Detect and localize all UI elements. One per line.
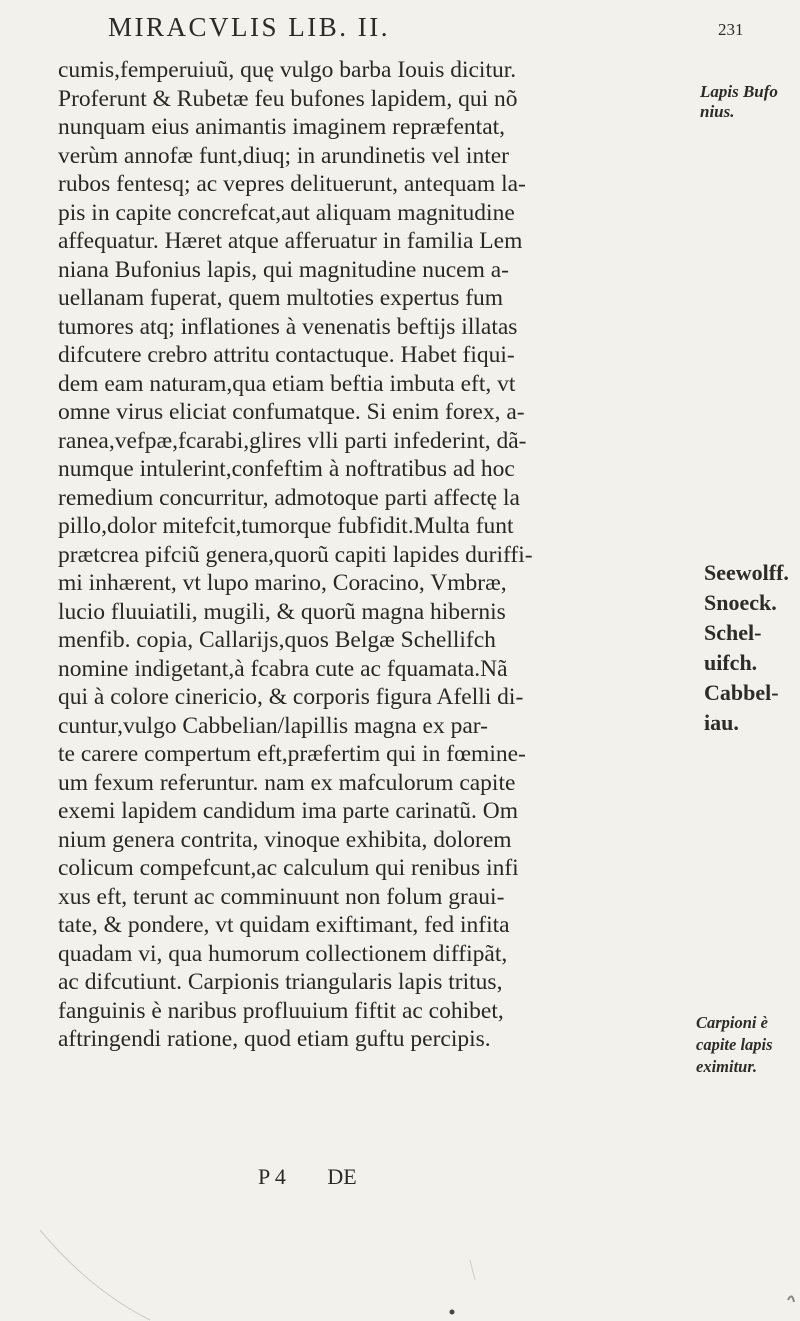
text-line: aftringendi ratione, quod etiam guftu percipis. xyxy=(58,1026,491,1052)
text-line: prætcrea pifciũ genera,quorũ capiti lapides duriffi- xyxy=(58,541,533,568)
text-line: mi inhærent, vt lupo marino, Coracino, Vmbræ, xyxy=(58,570,507,596)
text-line: niana Bufonius lapis, qui magnitudine nucem a- xyxy=(58,256,509,283)
text-line: pillo,dolor mitefcit,tumorque fubfidit.Multa funt xyxy=(58,513,514,539)
marginal-line: uifch. xyxy=(704,650,758,675)
catchword: DE xyxy=(327,1164,357,1189)
text-line: dem eam naturam,qua etiam beftia imbuta eft, vt xyxy=(58,370,516,397)
marginal-line: Snoeck. xyxy=(704,590,777,615)
text-line: quadam vi, qua humorum collectionem diffipãt, xyxy=(58,940,508,967)
marginal-note-carpio xyxy=(696,1012,800,1078)
text-line: Proferunt & Rubetæ feu bufones lapidem, qui nõ xyxy=(58,85,518,112)
marginal-line: Cabbel- xyxy=(704,680,779,705)
text-line: lucio fluuiatili, mugili, & quorũ magna hibernis xyxy=(58,598,506,625)
page-number: 231 xyxy=(718,20,744,39)
text-line: cuntur,vulgo Cabbelian/lapillis magna ex par- xyxy=(58,712,488,739)
text-line: colicum compefcunt,ac calculum qui renibus infi xyxy=(58,855,519,881)
text-line: affequatur. Hæret atque afferuatur in familia Lem xyxy=(58,228,523,254)
marginal-line: Seewolff. xyxy=(704,560,789,585)
text-line: um fexum referuntur. nam ex mafculorum capite xyxy=(58,769,516,796)
marginal-line: nius. xyxy=(700,102,735,121)
marginal-line: iau. xyxy=(704,710,739,735)
text-line: exemi lapidem candidum ima parte carinatũ. Om xyxy=(58,798,519,824)
text-line: fanguinis è naribus profluuium fiftit ac cohibet, xyxy=(58,997,504,1024)
text-line: nium genera contrita, vinoque exhibita, dolorem xyxy=(58,826,512,853)
marginal-note-fish-names xyxy=(704,558,800,738)
text-line: qui à colore cinericio, & corporis figura Afelli di- xyxy=(58,684,524,710)
text-line: tumores atq; inflationes à venenatis beftijs illatas xyxy=(58,313,518,340)
text-line: nomine indigetant,à fcabra cute ac fquamata.Nã xyxy=(58,655,508,682)
marginal-line: capite lapis xyxy=(696,1035,773,1054)
running-title: MIRACVLIS LIB. II. xyxy=(108,12,390,42)
text-line: numque intulerint,confeftim à noftratibus ad hoc xyxy=(58,456,515,482)
text-line: menfib. copia, Callarijs,quos Belgæ Schellifch xyxy=(58,627,496,653)
marginal-line: Lapis Bufo xyxy=(700,82,778,101)
text-line: uellanam fuperat, quem multoties expertus fum xyxy=(58,285,504,311)
marginal-line: Carpioni è xyxy=(696,1013,768,1032)
text-line: xus eft, terunt ac comminuunt non folum graui- xyxy=(58,883,505,910)
text-line: te carere compertum eft,præfertim qui in fœmine- xyxy=(58,741,526,767)
text-line: ranea,vefpæ,fcarabi,glires vlli parti infederint, dã- xyxy=(58,427,527,454)
text-line: difcutere crebro attritu contactuque. Habet fiqui- xyxy=(58,342,515,368)
marginal-note-lapis-bufonius xyxy=(700,82,800,122)
signature-mark: P 4 xyxy=(258,1164,286,1189)
marginal-line: Schel- xyxy=(704,620,762,645)
marginal-line: eximitur. xyxy=(696,1057,757,1076)
text-line: cumis,femperuiuũ, quę vulgo barba Iouis dicitur. xyxy=(58,57,517,83)
main-text-block xyxy=(58,56,718,1054)
text-line: pis in capite concrefcat,aut aliquam magnitudine xyxy=(58,199,515,226)
paper-texture-marks xyxy=(0,1170,800,1321)
text-line: nunquam eius animantis imaginem repræfentat, xyxy=(58,114,506,140)
text-line: tate, & pondere, vt quidam exiftimant, fed infita xyxy=(58,912,510,938)
text-line: remedium concurritur, admotoque parti affectę la xyxy=(58,484,520,511)
text-line: ac difcutiunt. Carpionis triangularis lapis tritus, xyxy=(58,969,503,995)
text-line: verùm annofæ funt,diuq; in arundinetis vel inter xyxy=(58,142,509,169)
text-line: omne virus eliciat confumatque. Si enim forex, a- xyxy=(58,399,525,425)
text-line: rubos fentesq; ac vepres delituerunt, antequam la- xyxy=(58,171,526,197)
